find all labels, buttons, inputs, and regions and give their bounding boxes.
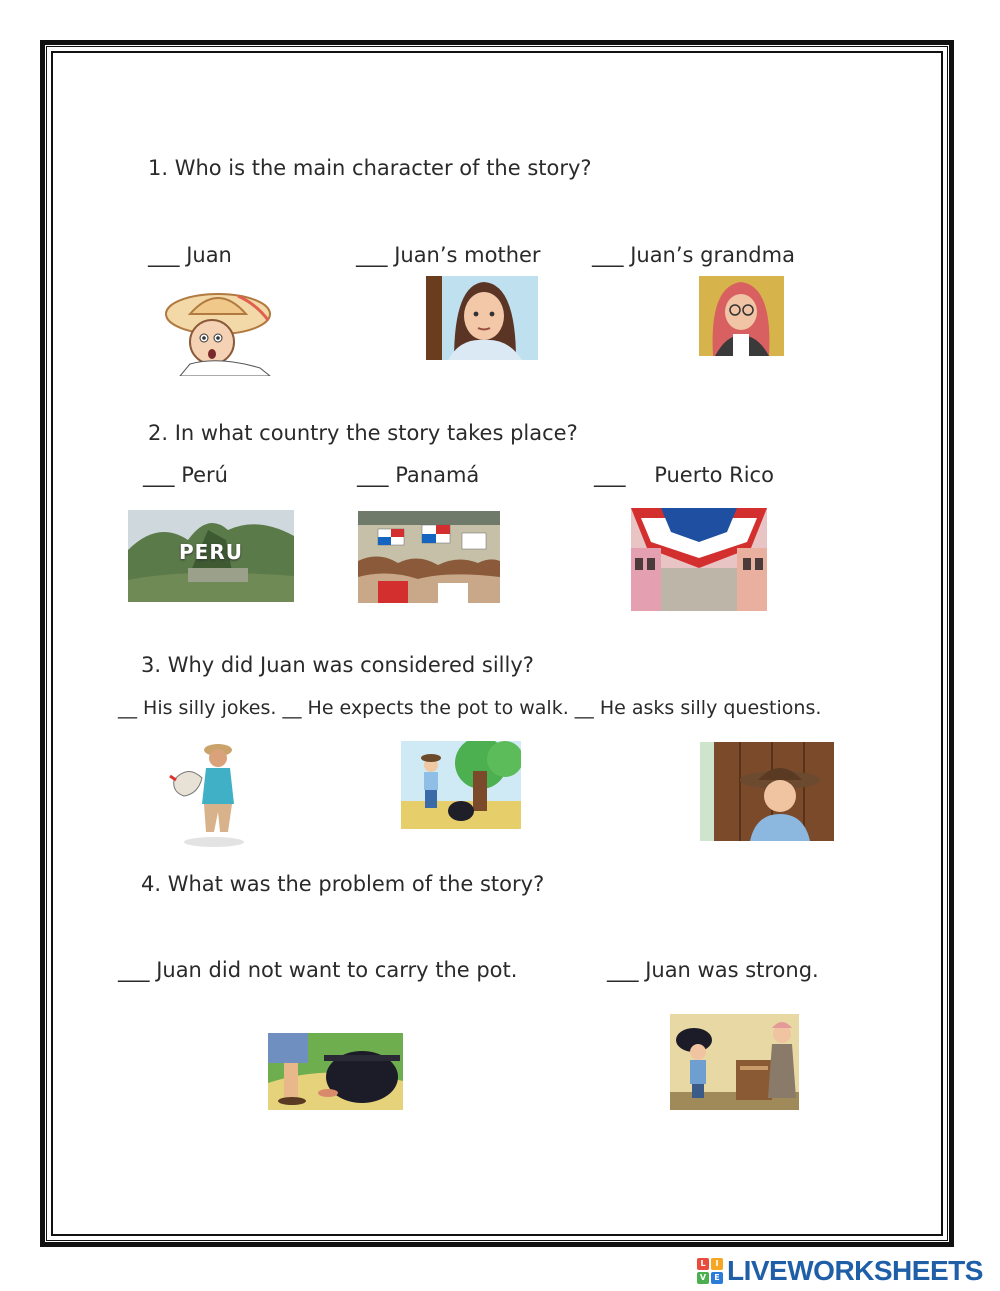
option-label: Juan was strong. (645, 958, 819, 982)
puerto-rico-photo (631, 508, 767, 611)
boy-pot-grandma-image (670, 1014, 799, 1110)
option-label: Panamá (395, 463, 480, 487)
question-2-text: 2. In what country the story takes place? (148, 421, 578, 445)
option-label: Juan (186, 243, 232, 267)
answer-blank[interactable]: ___ (607, 958, 639, 982)
answer-blank[interactable]: ___ (592, 243, 624, 267)
option-label: Juan did not want to carry the pot. (156, 958, 518, 982)
boy-pot-tree-image (401, 741, 521, 829)
q2-option-2[interactable] (357, 463, 479, 487)
q1-option-1[interactable] (148, 243, 232, 267)
q2-option-3[interactable] (594, 463, 774, 487)
answer-blank[interactable]: ___ (356, 243, 388, 267)
q1-option-2[interactable] (356, 243, 541, 267)
option-label: Juan’s grandma (630, 243, 795, 267)
answer-blank[interactable]: __ (574, 697, 594, 719)
panama-photo (358, 511, 500, 603)
feet-pot-image (268, 1033, 403, 1110)
question-4-text: 4. What was the problem of the story? (141, 872, 545, 896)
question-1-text: 1. Who is the main character of the story? (148, 156, 592, 180)
liveworksheets-logo (697, 1256, 983, 1286)
peru-caption: PERU (179, 540, 243, 564)
option-label: Perú (181, 463, 228, 487)
question-3-text: 3. Why did Juan was considered silly? (141, 653, 534, 677)
q3-option-3-label: He asks silly questions. (599, 697, 822, 719)
peru-photo (128, 510, 294, 602)
q2-option-1[interactable] (143, 463, 228, 487)
rooster-man-image (168, 740, 260, 848)
q3-option-1-label: His silly jokes. (143, 697, 277, 719)
grandma-image (699, 276, 784, 356)
q1-option-3[interactable] (592, 243, 795, 267)
option-label: Puerto Rico (654, 463, 774, 487)
answer-blank[interactable]: __ (118, 697, 137, 719)
q3-option-2-label: He expects the pot to walk. (307, 697, 569, 719)
q4-option-1[interactable] (118, 958, 517, 982)
mother-image (426, 276, 538, 360)
answer-blank[interactable]: ___ (148, 243, 180, 267)
option-label: Juan’s mother (394, 243, 541, 267)
page-border-inner (51, 51, 943, 1236)
logo-text: LIVEWORKSHEETS (727, 1255, 983, 1286)
answer-blank[interactable]: ___ (143, 463, 175, 487)
answer-blank[interactable]: ___ (594, 463, 626, 487)
boy-door-image (700, 742, 834, 841)
juan-boy-image (160, 284, 280, 376)
answer-blank[interactable]: ___ (118, 958, 150, 982)
logo-tiles-icon: L I V E (697, 1258, 723, 1284)
q3-options-line (118, 697, 821, 719)
q4-option-2[interactable] (607, 958, 819, 982)
answer-blank[interactable]: ___ (357, 463, 389, 487)
answer-blank[interactable]: __ (282, 697, 302, 719)
